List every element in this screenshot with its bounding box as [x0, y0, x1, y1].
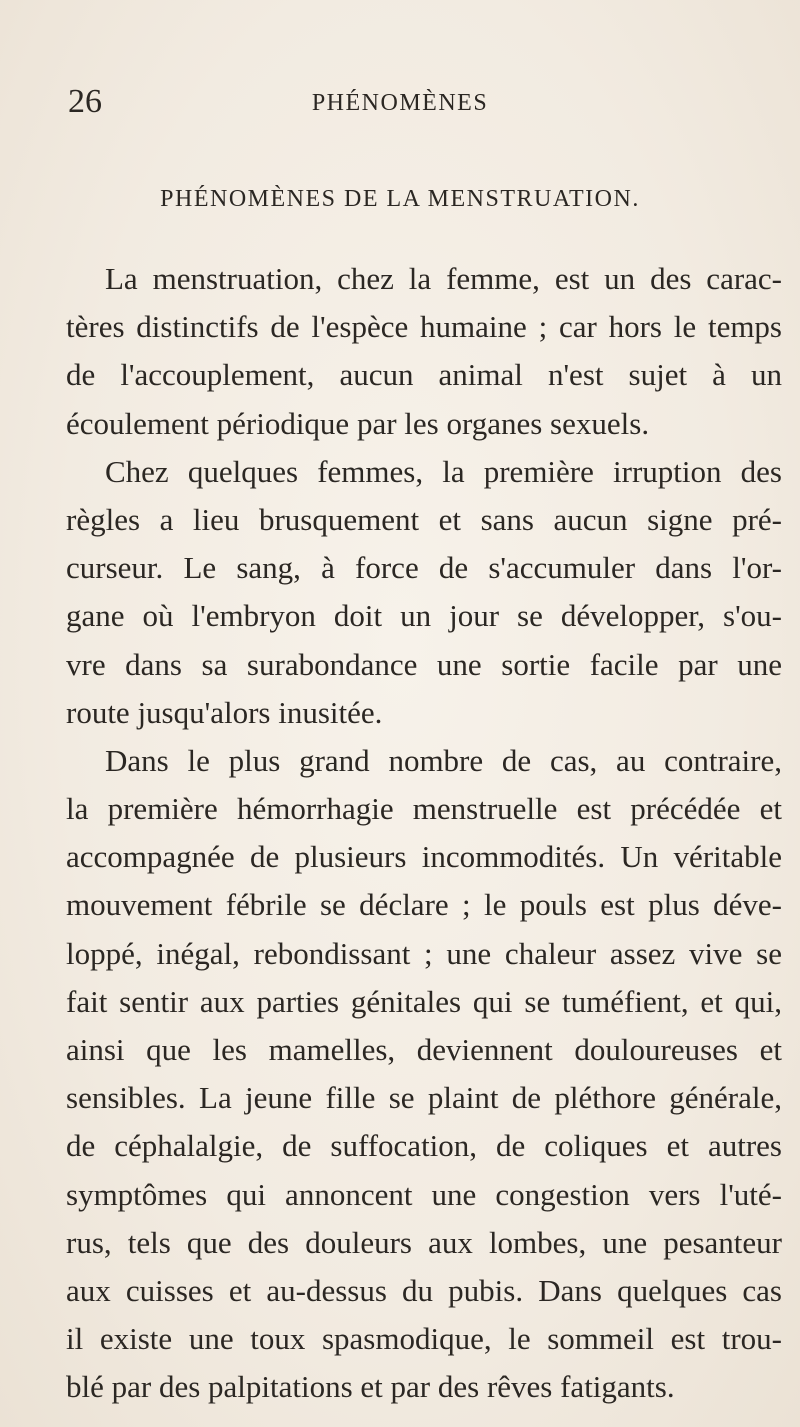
text-line: route jusqu'alors inusitée.	[66, 694, 383, 730]
text-line: La menstruation, chez la femme, est un des carac-	[105, 261, 782, 296]
text-line: de l'accouplement, aucun animal n'est sujet à un	[66, 357, 782, 393]
text-line: rus, tels que des douleurs aux lombes, une pesanteur	[66, 1224, 782, 1260]
text-line: sensibles. La jeune fille se plaint de pléthore générale,	[66, 1080, 782, 1116]
text-line: aux cuisses et au-dessus du pubis. Dans quelques cas	[66, 1272, 782, 1308]
text-line: symptômes qui annoncent une congestion vers l'uté-	[66, 1176, 782, 1212]
text-line: Chez quelques femmes, la première irruption des	[105, 453, 782, 489]
text-line: accompagnée de plusieurs incommodités. Un véritable	[66, 839, 782, 875]
text-line: la première hémorrhagie menstruelle est précédée et	[66, 791, 782, 827]
text-line: tères distinctifs de l'espèce humaine ; car hors le temps	[66, 309, 782, 345]
section-title: PHÉNOMÈNES DE LA MENSTRUATION.	[160, 186, 640, 212]
text-line: curseur. Le sang, à force de s'accumuler dans l'or-	[66, 550, 782, 586]
text-line: mouvement fébrile se déclare ; le pouls est plus déve-	[66, 887, 782, 923]
text-line: loppé, inégal, rebondissant ; une chaleur assez vive se	[66, 935, 782, 971]
text-line: gane où l'embryon doit un jour se développer, s'ou-	[66, 598, 782, 634]
text-line: écoulement périodique par les organes sexuels.	[66, 405, 650, 441]
text-line: fait sentir aux parties génitales qui se tuméfient, et qui,	[66, 983, 782, 1019]
text-line: il existe une toux spasmodique, le sommeil est trou-	[66, 1321, 782, 1357]
running-title: PHÉNOMÈNES	[311, 90, 489, 116]
text-line: de céphalalgie, de suffocation, de coliques et autres	[66, 1128, 782, 1164]
text-line: vre dans sa surabondance une sortie facile par une	[66, 646, 782, 682]
text-line: Dans le plus grand nombre de cas, au contraire,	[105, 742, 782, 778]
text-line: règles a lieu brusquement et sans aucun signe pré-	[66, 501, 782, 537]
text-line: blé par des palpitations et par des rêves fatigants.	[66, 1369, 675, 1405]
page-number: 26	[68, 83, 102, 120]
text-line: ainsi que les mamelles, deviennent douloureuses et	[66, 1032, 782, 1067]
running-head	[0, 82, 800, 122]
body-text	[66, 255, 782, 1412]
